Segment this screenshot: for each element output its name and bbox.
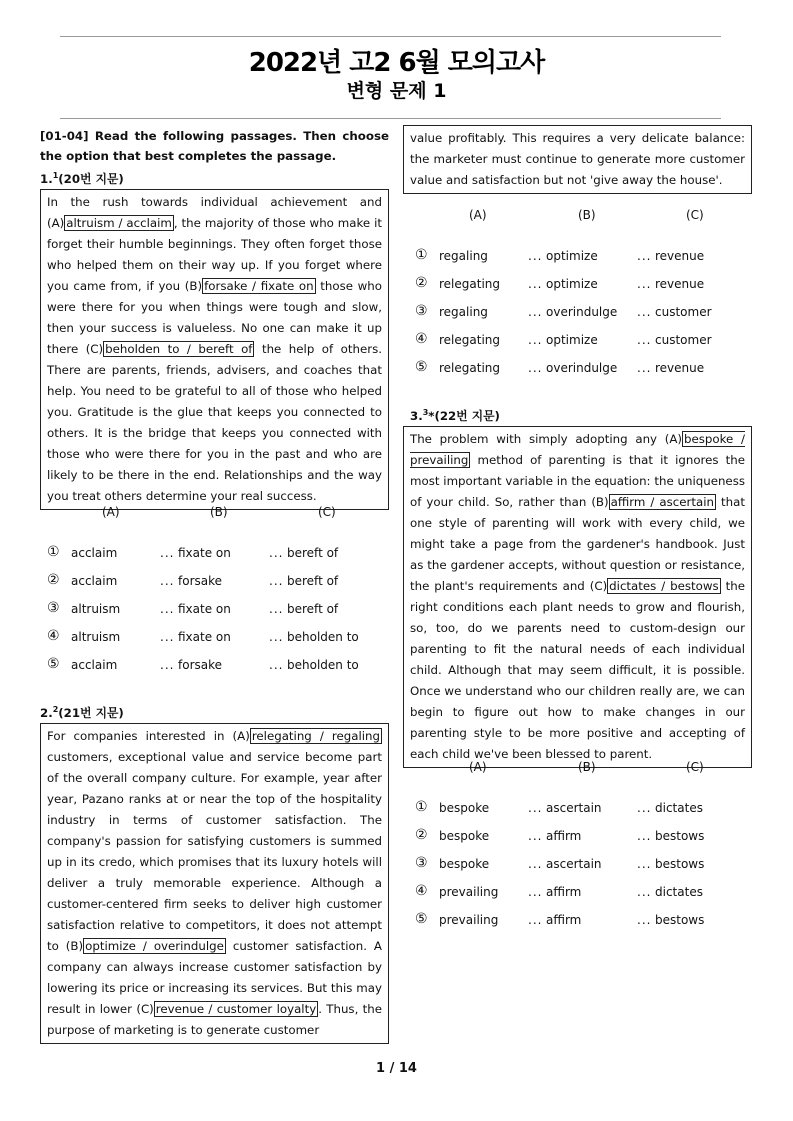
option-b: fixate on xyxy=(178,602,231,616)
q3-option-5[interactable] xyxy=(415,913,755,933)
option-a: relegating xyxy=(439,277,501,291)
q3-blank-a: bespoke / prevailing xyxy=(410,431,745,467)
option-c: bereft of xyxy=(287,546,339,560)
option-number: ② xyxy=(415,275,428,291)
q1-header-a: (A) xyxy=(102,505,120,519)
option-c: bestows xyxy=(655,913,705,927)
option-number: ⑤ xyxy=(415,911,428,927)
option-c: customer xyxy=(655,305,712,319)
q2-heading: 2.$^2$(21번 지문) xyxy=(40,705,124,720)
option-a: acclaim xyxy=(71,574,118,588)
option-b: optimize xyxy=(546,277,598,291)
option-number: ④ xyxy=(47,628,60,644)
option-b: affirm xyxy=(546,829,582,843)
ellipsis: ... xyxy=(637,829,652,843)
ellipsis: ... xyxy=(160,658,175,672)
ellipsis: ... xyxy=(269,658,284,672)
option-a: regaling xyxy=(439,305,488,319)
option-number: ④ xyxy=(415,883,428,899)
ellipsis: ... xyxy=(160,574,175,588)
option-b: optimize xyxy=(546,333,598,347)
q3-option-2[interactable] xyxy=(415,829,755,849)
option-a: prevailing xyxy=(439,913,499,927)
ellipsis: ... xyxy=(637,801,652,815)
q1-option-4[interactable] xyxy=(47,630,387,650)
q2-passage-continued: value profitably. This requires a very delicate balance: the marketer must continue to generate more customer value and satisfaction but not 'give away the house'. xyxy=(403,125,752,194)
q2-option-5[interactable] xyxy=(415,361,755,381)
q3-blank-c: dictates / bestows xyxy=(609,578,719,593)
option-b: fixate on xyxy=(178,630,231,644)
ellipsis: ... xyxy=(160,546,175,560)
option-number: ⑤ xyxy=(415,359,428,375)
page-subtitle: 변형 문제 1 xyxy=(346,80,447,102)
q1-option-2[interactable] xyxy=(47,574,387,594)
ellipsis: ... xyxy=(637,333,652,347)
ellipsis: ... xyxy=(637,913,652,927)
ellipsis: ... xyxy=(528,829,543,843)
ellipsis: ... xyxy=(528,277,543,291)
ellipsis: ... xyxy=(528,913,543,927)
ellipsis: ... xyxy=(269,574,284,588)
ellipsis: ... xyxy=(528,333,543,347)
option-c: bestows xyxy=(655,829,705,843)
option-b: optimize xyxy=(546,249,598,263)
option-a: prevailing xyxy=(439,885,499,899)
ellipsis: ... xyxy=(160,602,175,616)
q2-header-c: (C) xyxy=(686,208,704,222)
q3-option-3[interactable] xyxy=(415,857,755,877)
q2-option-2[interactable] xyxy=(415,277,755,297)
q1-option-1[interactable] xyxy=(47,546,387,566)
q3-header-c: (C) xyxy=(686,760,704,774)
q2-blank-c: revenue / customer loyalty xyxy=(155,1001,317,1016)
instructions: [01-04] Read the following passages. Then choose the option that best completes the passage. xyxy=(40,129,389,163)
option-a: acclaim xyxy=(71,658,118,672)
option-b: overindulge xyxy=(546,361,618,375)
q2-blank-b: optimize / overindulge xyxy=(85,938,224,953)
option-c: revenue xyxy=(655,361,705,375)
q3-block xyxy=(403,403,752,768)
option-number: ② xyxy=(47,572,60,588)
option-c: revenue xyxy=(655,249,705,263)
q1-passage: In the rush towards individual achievement and (A) altruism / acclaim , the majority of those who make it forget their humble beginnings. They often forget those who helped them on their way up. If you forget where you came from, if you (B) forsake / fixate on those who were there for you when things were tough and slow, then your success is valueless. No one can make it up there (C) beholden to / bereft of the help of others. There are parents, friends, advisers, and coaches that help. You need to be grateful to all of those who helped you. Gratitude is the glue that keeps you connected to others. It is the bridge that keeps you connected with those who were there for you in the past and who are likely to be there in the end. Relationships and the way you treat others determine your real success. xyxy=(40,189,389,510)
option-b: forsake xyxy=(178,658,223,672)
q2-option-4[interactable] xyxy=(415,333,755,353)
ellipsis: ... xyxy=(269,602,284,616)
option-a: relegating xyxy=(439,361,501,375)
option-b: affirm xyxy=(546,913,582,927)
option-b: fixate on xyxy=(178,546,231,560)
q2-header-b: (B) xyxy=(578,208,596,222)
q2-option-1[interactable] xyxy=(415,249,755,269)
q1-header-c: (C) xyxy=(318,505,336,519)
option-c: beholden to xyxy=(287,658,359,672)
option-a: bespoke xyxy=(439,829,490,843)
option-c: customer xyxy=(655,333,712,347)
q3-passage: The problem with simply adopting any (A) bespoke / prevailing method of parenting is that it ignores the most important variable in the equation: the uniqueness of your child. So, rather than (B) affirm / ascertain that one style of parenting will work with every child, we might take a page from the gardener's handbook. Just as the gardener accepts, without question or resistance, the plant's requirements and (C) dictates / bestows the right conditions each plant needs to grow and flourish, so, too, do we parents need to custom-design our parenting to fit the natural needs of each individual child. Although that may seem difficult, it is possible. Once we understand who our children really are, we can begin to figure out how to make changes in our parenting style to be more positive and accepting of each child we've been blessed to parent. xyxy=(403,426,752,768)
q2-continuation-block xyxy=(403,125,752,194)
option-number: ⑤ xyxy=(47,656,60,672)
ellipsis: ... xyxy=(269,630,284,644)
ellipsis: ... xyxy=(637,249,652,263)
q1-option-3[interactable] xyxy=(47,602,387,622)
q3-option-1[interactable] xyxy=(415,801,755,821)
option-number: ④ xyxy=(415,331,428,347)
q1-header-b: (B) xyxy=(210,505,228,519)
option-a: acclaim xyxy=(71,546,118,560)
option-number: ① xyxy=(415,799,428,815)
option-c: beholden to xyxy=(287,630,359,644)
option-a: bespoke xyxy=(439,801,490,815)
q2-blank-a: relegating / regaling xyxy=(251,728,380,743)
option-b: overindulge xyxy=(546,305,618,319)
q3-header-a: (A) xyxy=(469,760,487,774)
ellipsis: ... xyxy=(160,630,175,644)
q2-passage: For companies interested in (A) relegating / regaling customers, exceptional value and service become part of the overall company culture. For example, year after year, Pazano ranks at or near the top of the hospitality industry in terms of customer satisfaction. The company's passion for satisfying customers is summed up in its credo, which promises that its luxury hotels will deliver a truly memorable experience. Although a customer-centered firm seeks to deliver high customer satisfaction relative to competitors, it does not attempt to (B) optimize / overindulge customer satisfaction. A company can always increase customer satisfaction by lowering its price or increasing its services. But this may result in lower (C) revenue / customer loyalty . Thus, the purpose of marketing is to generate customer xyxy=(40,723,389,1044)
option-number: ③ xyxy=(47,600,60,616)
option-number: ① xyxy=(47,544,60,560)
q3-option-4[interactable] xyxy=(415,885,755,905)
ellipsis: ... xyxy=(528,801,543,815)
option-a: altruism xyxy=(71,602,121,616)
page-title: 2022년 고2 6월 모의고사 xyxy=(248,48,545,78)
ellipsis: ... xyxy=(528,857,543,871)
ellipsis: ... xyxy=(528,305,543,319)
q3-heading: 3.$^3$*(22번 지문) xyxy=(410,408,500,423)
option-number: ① xyxy=(415,247,428,263)
option-c: dictates xyxy=(655,885,703,899)
q2-option-3[interactable] xyxy=(415,305,755,325)
ellipsis: ... xyxy=(269,546,284,560)
ellipsis: ... xyxy=(528,361,543,375)
option-c: bereft of xyxy=(287,602,339,616)
option-b: ascertain xyxy=(546,801,602,815)
option-number: ② xyxy=(415,827,428,843)
top-rule xyxy=(60,36,721,37)
ellipsis: ... xyxy=(637,361,652,375)
ellipsis: ... xyxy=(637,857,652,871)
q3-header-b: (B) xyxy=(578,760,596,774)
option-a: regaling xyxy=(439,249,488,263)
page-number: 1 / 14 xyxy=(376,1061,417,1076)
option-c: bestows xyxy=(655,857,705,871)
q2-header-a: (A) xyxy=(469,208,487,222)
option-b: ascertain xyxy=(546,857,602,871)
q1-blank-c: beholden to / bereft of xyxy=(105,341,253,356)
header-rule xyxy=(60,118,721,119)
q1-heading: 1.$^1$(20번 지문) xyxy=(40,171,124,186)
q1-option-5[interactable] xyxy=(47,658,387,678)
q1-blank-b: forsake / fixate on xyxy=(204,278,314,293)
option-a: relegating xyxy=(439,333,501,347)
option-a: bespoke xyxy=(439,857,490,871)
option-c: revenue xyxy=(655,277,705,291)
option-b: affirm xyxy=(546,885,582,899)
option-number: ③ xyxy=(415,303,428,319)
option-c: dictates xyxy=(655,801,703,815)
q2-block xyxy=(40,700,389,1044)
ellipsis: ... xyxy=(528,249,543,263)
option-a: altruism xyxy=(71,630,121,644)
left-column xyxy=(40,126,389,510)
option-number: ③ xyxy=(415,855,428,871)
ellipsis: ... xyxy=(637,277,652,291)
q3-blank-b: affirm / ascertain xyxy=(610,494,715,509)
ellipsis: ... xyxy=(637,885,652,899)
ellipsis: ... xyxy=(528,885,543,899)
option-b: forsake xyxy=(178,574,223,588)
option-c: bereft of xyxy=(287,574,339,588)
q1-blank-a: altruism / acclaim xyxy=(66,215,172,230)
ellipsis: ... xyxy=(637,305,652,319)
